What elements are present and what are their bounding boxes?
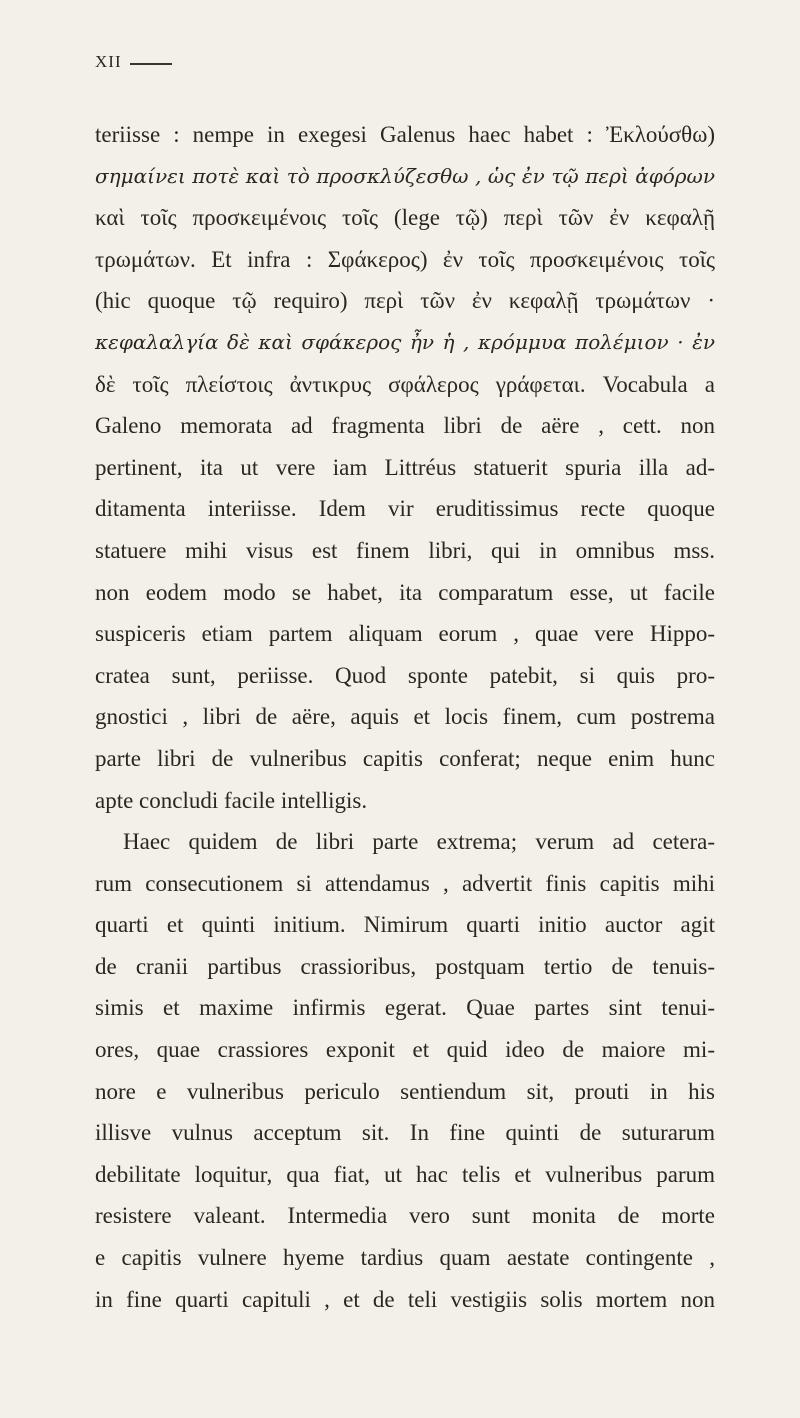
text-line: statuere mihi visus est finem libri, qui in omnibus mss. (95, 537, 715, 563)
text-line: teriisse : nempe in exegesi Galenus haec habet : Ἐκλούσθω) (95, 122, 715, 147)
text-line: cratea sunt, periisse. Quod sponte patebit, si quis pro- (95, 662, 715, 688)
text-line: Galeno memorata ad fragmenta libri de aëre , cett. non (95, 413, 715, 439)
text-line: ores, quae crassiores exponit et quid ideo de maiore mi- (95, 1037, 715, 1063)
text-line: pertinent, ita ut vere iam Littréus statuerit spuria illa ad- (95, 454, 715, 480)
text-line: τρωμάτων. Et infra : Σφάκερος) ἐν τοῖς προσκειμένοις τοῖς (95, 246, 715, 272)
text-line: e capitis vulnere hyeme tardius quam aestate contingente , (95, 1245, 715, 1271)
text-line: debilitate loquitur, qua fiat, ut hac telis et vulneribus parum (95, 1161, 715, 1187)
text-line: apte concludi facile intelligis. (95, 787, 368, 813)
text-line: κεφαλαλγία δὲ καὶ σφάκερος ἦν ἡ , κρόμμυα πολέμιον · ἐν (95, 329, 715, 354)
text-line: σημαίνει ποτὲ καὶ τὸ προσκλύζεσθω , ὡς ἐν τῷ περὶ ἀφόρων (95, 163, 715, 188)
text-line: simis et maxime infirmis egerat. Quae partes sint tenui- (95, 995, 715, 1021)
text-line: illisve vulnus acceptum sit. In fine quinti de suturarum (95, 1120, 715, 1146)
text-line: ditamenta interiisse. Idem vir eruditissimus recte quoque (95, 496, 715, 522)
text-line: (hic quoque τῷ requiro) περὶ τῶν ἐν κεφαλῇ τρωμάτων · (95, 288, 715, 314)
text-line: quarti et quinti initium. Nimirum quarti initio auctor agit (95, 912, 715, 938)
text-line: gnostici , libri de aëre, aquis et locis finem, cum postrema (95, 704, 715, 730)
text-line: δὲ τοῖς πλείστοις ἀντικρυς σφάλερος γράφεται. Vocabula a (95, 371, 715, 397)
header-rule (130, 63, 172, 65)
text-line: rum consecutionem si attendamus , advertit finis capitis mihi (95, 870, 715, 896)
text-line: in fine quarti capituli , et de teli vestigiis solis mortem non (95, 1286, 715, 1312)
text-line: Haec quidem de libri parte extrema; verum ad cetera- (123, 829, 715, 855)
text-line: parte libri de vulneribus capitis conferat; neque enim hunc (95, 745, 715, 771)
text-line: suspiceris etiam partem aliquam eorum , quae vere Hippo- (95, 621, 715, 647)
page-header (95, 52, 715, 82)
text-line: non eodem modo se habet, ita comparatum esse, ut facile (95, 579, 715, 605)
text-line: de cranii partibus crassioribus, postquam tertio de tenuis- (95, 953, 715, 979)
text-line: resistere valeant. Intermedia vero sunt monita de morte (95, 1203, 715, 1229)
page-number: XII (95, 52, 122, 71)
text-line: καὶ τοῖς προσκειμένοις τοῖς (lege τῷ) περὶ τῶν ἐν κεφαλῇ (95, 205, 715, 231)
text-line: nore e vulneribus periculo sentiendum sit, prouti in his (95, 1078, 715, 1104)
body-text (95, 114, 715, 1320)
